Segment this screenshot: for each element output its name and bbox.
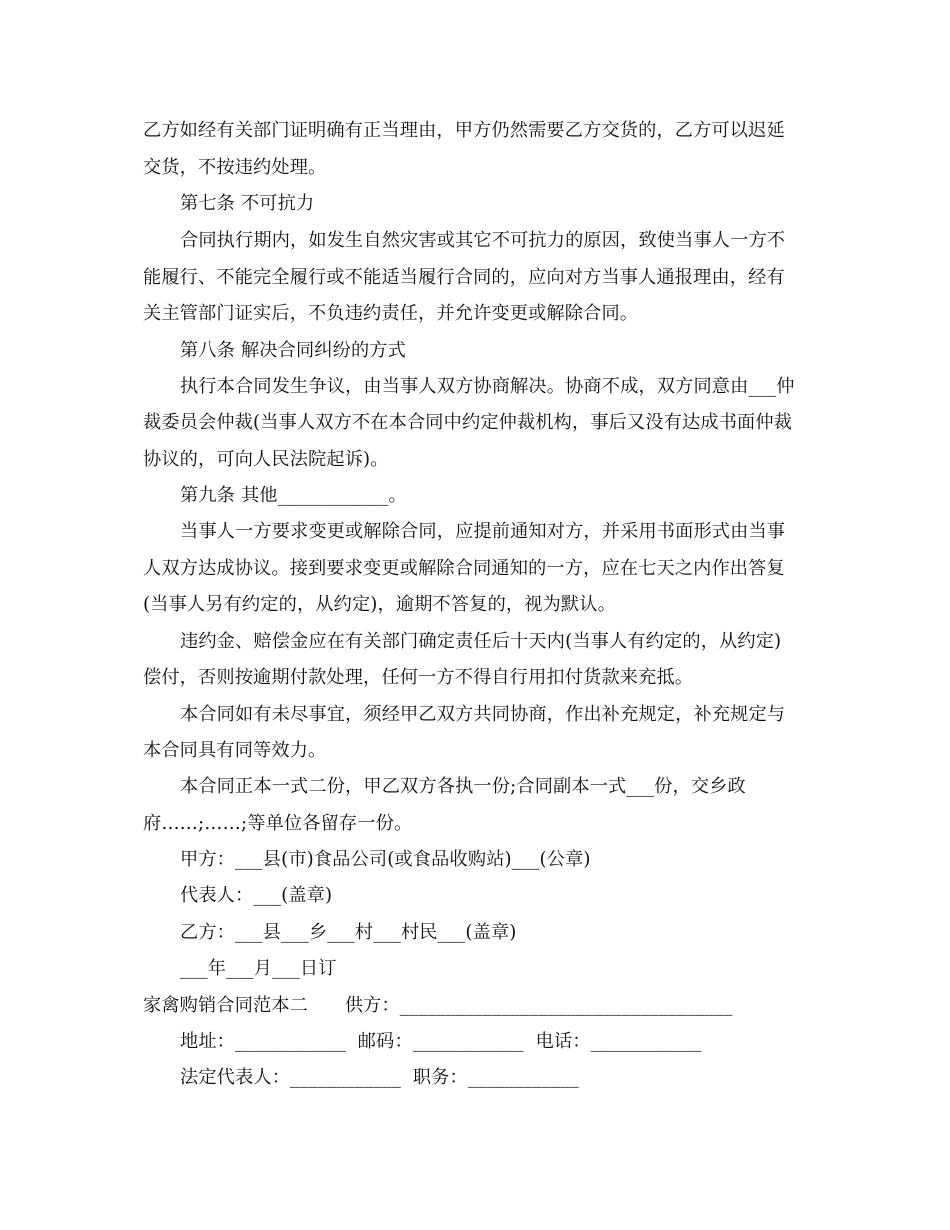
paragraph-line: 违约金、赔偿金应在有关部门确定责任后十天内(当事人有约定的，从约定) (180, 631, 782, 652)
paragraph-line: 协议的，可向人民法院起诉)。 (143, 449, 389, 470)
section-heading-article-8: 第八条 解决合同纠纷的方式 (180, 340, 406, 361)
party-b-signature-line: 乙方：___县___乡___村___村民___(盖章) (180, 922, 517, 943)
legal-representative-line: 法定代表人：____________ 职务：____________ (180, 1067, 579, 1088)
paragraph-line: 能履行、不能完全履行或不能适当履行合同的，应向对方当事人通报理由，经有 (143, 267, 785, 288)
paragraph-line: 府……;……;等单位各留存一份。 (143, 813, 413, 834)
section-heading-article-7: 第七条 不可抗力 (180, 193, 315, 214)
paragraph-line: 人双方达成协议。接到要求变更或解除合同通知的一方，应在七天之内作出答复 (143, 558, 785, 579)
address-postcode-phone-line: 地址：____________ 邮码：____________ 电话：____________ (180, 1031, 702, 1052)
paragraph-line: 本合同具有同等效力。 (143, 740, 327, 761)
paragraph-line: 裁委员会仲裁(当事人双方不在本合同中约定仲裁机构，事后又没有达成书面仲裁 (143, 412, 793, 433)
representative-line: 代表人：___(盖章) (180, 885, 333, 906)
paragraph-line: 本合同正本一式二份，甲乙双方各执一份;合同副本一式___份，交乡政 (180, 776, 746, 797)
paragraph-line: 本合同如有未尽事宜，须经甲乙双方共同协商，作出补充规定，补充规定与 (180, 704, 786, 725)
paragraph-line: 乙方如经有关部门证明确有正当理由，甲方仍然需要乙方交货的，乙方可以迟延 (143, 120, 785, 141)
paragraph-line: (当事人另有约定的，从约定)，逾期不答复的，视为默认。 (143, 594, 616, 615)
party-a-signature-line: 甲方：___县(市)食品公司(或食品收购站)___(公章) (180, 849, 591, 870)
contract-template-2-supplier-line: 家禽购销合同范本二 供方：____________________________________ (143, 995, 733, 1016)
section-heading-article-9: 第九条 其他____________。 (180, 485, 407, 506)
paragraph-line: 执行本合同发生争议，由当事人双方协商解决。协商不成，双方同意由___仲 (180, 376, 795, 397)
paragraph-line: 合同执行期内，如发生自然灾害或其它不可抗力的原因，致使当事人一方不 (180, 230, 786, 251)
paragraph-line: 偿付，否则按逾期付款处理，任何一方不得自行用扣付货款来充抵。 (143, 667, 694, 688)
paragraph-line: 关主管部门证实后，不负违约责任，并允许变更或解除合同。 (143, 303, 639, 324)
paragraph-line: 当事人一方要求变更或解除合同，应提前通知对方，并采用书面形式由当事 (180, 521, 786, 542)
paragraph-line: 交货，不按违约处理。 (143, 157, 327, 178)
date-line: ___年___月___日订 (180, 958, 337, 979)
